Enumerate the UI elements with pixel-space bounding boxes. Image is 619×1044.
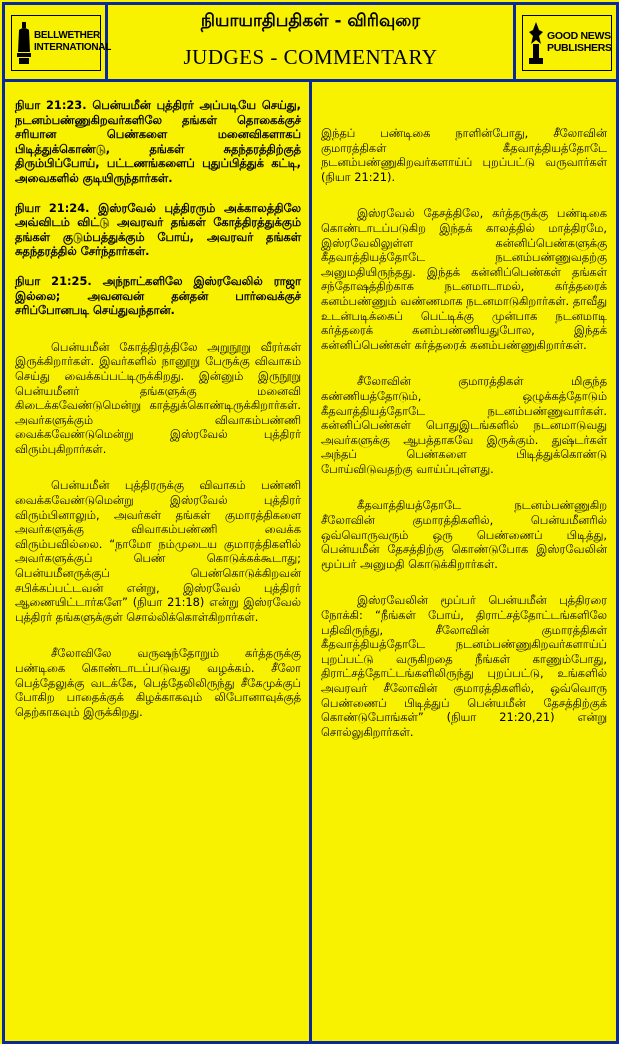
logo-line2: INTERNATIONAL — [34, 42, 112, 53]
commentary-paragraph: இஸ்ரவேல் தேசத்திலே, கர்த்தருக்கு பண்டிகை கொண்டாடப்படுகிற இந்தக் காலத்தில் மாத்திரமே, இஸ்ரவேலிலுள்ள கன்னிப்பெண்களுக்கு கீதவாத்தியத்தோடே நடனம்பண்ணுவதற்கு அனுமதியிருந்தது. இந்தக் கன்னிப்பெண்கள் தங்கள் சந்தோஷத்திற்காக நடனமாடாமல், கர்த்தரைக் கனம்பண்ணும் வண்ணமாக நடனமாடுகிறார்கள். தாவீது உடன்படிக்கைப் பெட்டிக்கு முன்பாக நடனமாடி கர்த்தரைக் கனம்பண்ணியதுபோல, இந்தக் கன்னிப்பெண்கள் கர்த்தரைக் கனம்பண்ணுகிறார்கள். — [321, 206, 607, 352]
commentary-paragraph: இஸ்ரவேலின் மூப்பர் பென்யமீன் புத்திரரை நோக்கி: “நீங்கள் போய், திராட்சத்தோட்டங்களிலே பதிவிருந்து, சீலோவின் குமாரத்திகள் கீதவாத்தியத்தோடே நடனம்பண்ணுகிறவர்களாய்ப் புறப்பட்டு வருகிறதை நீங்கள் காணும்போது, திராட்சத்தோட்டங்களிலிருந்து புறப்பட்டு, உங்களில் அவரவர் சீலோவின் குமாரத்திகளில், ஒவ்வொரு பெண்ணைப் பிடித்துப் பென்யமீன் தேசத்திற்குக் கொண்டுபோங்கள்” (நியா 21:20,21) என்று சொல்லுகிறார்கள். — [321, 593, 607, 739]
page-title-english: JUDGES - COMMENTARY — [183, 45, 438, 69]
publisher-icon — [527, 22, 545, 66]
commentary-paragraph: பென்யமீன் புத்திரருக்கு விவாகம் பண்ணி வைக்கவேண்டுமென்று இஸ்ரவேல் புத்திரர் விரும்பினாலும், அவர்கள் தங்கள் குமாரத்திகளை அவர்களுக்கு விவாகம்பண்ணி வைக்க விரும்பவில்லை. “நாமோ நம்முடைய குமாரத்திகளில் அவர்களுக்குப் பெண் கொடுக்கக்கூடாது; பென்யமீனருக்குப் பெண்கொடுக்கிறவன் சபிக்கப்பட்டவன் என்று, இஸ்ரவேல் புத்திரர் ஆணையிட்டார்களே” (நியா 21:18) என்று இஸ்ரவேல் புத்திரர் தங்களுக்குள் சொல்லிக்கொள்கிறார்கள். — [15, 478, 301, 624]
bell-icon — [16, 22, 32, 66]
logo-line1: BELLWETHER — [34, 30, 100, 41]
verse-21-24: நியா 21:24. இஸ்ரவேல் புத்திரரும் அக்காலத்திலே அவ்விடம் விட்டு அவரவர் தங்கள் கோத்திரத்துக்கும் தங்கள் குடும்பத்துக்கும் போய், அவரவர் தங்கள் சுதந்தரத்தில் சேர்ந்தார்கள். — [15, 200, 301, 259]
commentary-paragraph: கீதவாத்தியத்தோடே நடனம்பண்ணுகிற சீலோவின் குமாரத்திகளில், பென்யமீனரில் ஒவ்வொருவரும் ஒரு பெண்ணைப் பிடித்து, பென்யமீன் தேசத்திற்கு கொண்டுபோக இஸ்ரவேலின் மூப்பர் அனுமதி கொடுக்கிறார்கள். — [321, 498, 607, 571]
column-divider — [309, 82, 312, 1041]
commentary-paragraph: இந்தப் பண்டிகை நாளின்போது, சீலோவின் குமாரத்திகள் கீதவாத்தியத்தோடே நடனம்பண்ணுகிறவர்களாய்ப் புறப்பட்டு வருவார்கள் (நியா 21:21). — [321, 126, 607, 184]
page-title-tamil: நியாயாதிபதிகள் - விரிவுரை — [200, 11, 421, 31]
verse-21-23: நியா 21:23. பென்யமீன் புத்திரர் அப்படியே செய்து, நடனம்பண்ணுகிறவர்களிலே தங்கள் தொகைக்குச் சரியான பெண்களை மனைவிகளாகப் பிடித்துக்கொண்டு, தங்கள் சுதந்தரத்திற்குத் திரும்பிப்போய், பட்டணங்களைப் புதுப்பித்துக் கட்டி, அவைகளில் குடியிருந்தார்கள். — [15, 98, 301, 185]
left-column — [15, 82, 301, 719]
right-column — [321, 82, 607, 739]
verse-21-25: நியா 21:25. அந்நாட்களிலே இஸ்ரவேலில் ராஜா இல்லை; அவனவன் தன்தன் பார்வைக்குச் சரிப்போனபடி செய்துவந்தான். — [15, 273, 301, 318]
commentary-paragraph: சீலோவின் குமாரத்திகள் மிகுந்த கண்ணியத்தோடும், ஒழுக்கத்தோடும் கீதவாத்தியத்தோடே நடனம்பண்ணுவார்கள். கன்னிப்பெண்கள் பொதுஇடங்களில் நடனமாடுவது அவர்களுக்கு ஆபத்தாகவே இருக்கும். துஷ்டர்கள் அந்தப் பெண்களை பிடித்துக்கொண்டு போய்விடுவதற்கு வாய்ப்புள்ளது. — [321, 374, 607, 476]
page-frame — [2, 2, 619, 1044]
logo-line1: GOOD NEWS — [547, 30, 611, 42]
page-header — [5, 5, 616, 82]
good-news-logo — [513, 5, 616, 79]
bellwether-logo — [5, 5, 112, 79]
commentary-paragraph: பென்யமீன் கோத்திரத்திலே அறுநூறு வீரர்கள் இருக்கிறார்கள். இவர்களில் நானூறு பேருக்கு விவாகம் செய்து வைக்கப்பட்டிருக்கிறது. இன்னும் இருநூறு பென்யமீனர் தங்களுக்கு மனைவி கிடைக்கவேண்டுமென்று காத்துக்கொண்டிருக்கிறார்கள். அவர்களுக்கும் விவாகம்பண்ணி வைக்கவேண்டுமென்று இஸ்ரவேல் புத்திரர் விரும்புகிறார்கள். — [15, 339, 301, 456]
logo-line2: PUBLISHERS — [547, 42, 612, 54]
commentary-paragraph: சீலோவிலே வருஷந்தோறும் கர்த்தருக்கு பண்டிகை கொண்டாடப்படுவது வழக்கம். சீலோ பெத்தேலுக்கு வடக்கே, பெத்தேலிலிருந்து சீகேமுக்குப் போகிற பாதைக்குக் கிழக்காகவும் லிபோனாவுக்குத் தெற்காகவும் இருக்கிறது. — [15, 646, 301, 719]
